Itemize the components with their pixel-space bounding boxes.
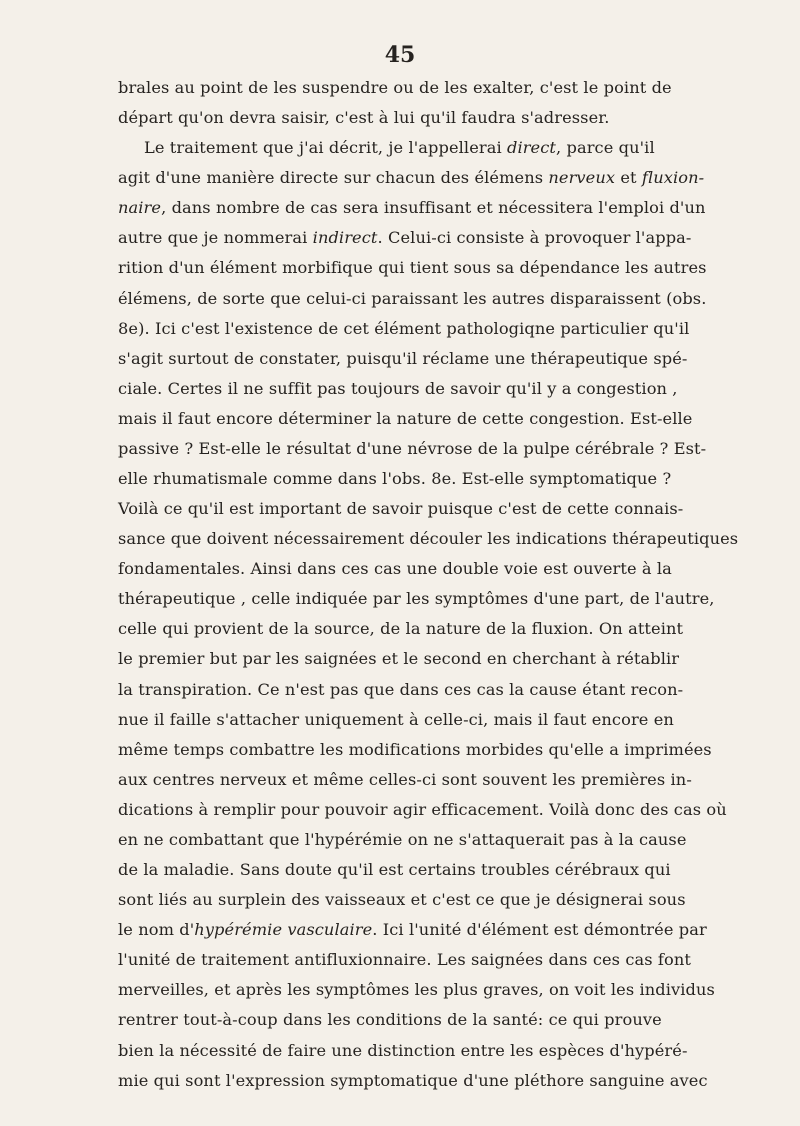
- text-segment: le nom d': [118, 920, 195, 940]
- text-segment: Le traitement que j'ai décrit, je l'appellerai: [144, 138, 507, 158]
- text-line: [118, 374, 678, 404]
- italic-segment: fluxion-: [641, 168, 705, 188]
- text-segment: dications à remplir pour pouvoir agir efficacement. Voilà donc des cas où: [118, 799, 727, 819]
- text-segment: rentrer tout-à-coup dans les conditions de la santé: ce qui prouve: [118, 1010, 662, 1030]
- text-segment: même temps combattre les modifications morbides qu'elle a imprimées: [118, 739, 712, 759]
- text-line: [118, 434, 707, 464]
- text-segment: ciale. Certes il ne suffit pas toujours de savoir qu'il y a congestion ,: [118, 378, 678, 398]
- italic-segment: indirect: [312, 228, 378, 248]
- text-line: [118, 223, 692, 253]
- text-segment: Voilà ce qu'il est important de savoir puisque c'est de cette connais-: [118, 499, 684, 519]
- text-line: [118, 253, 707, 283]
- text-segment: mie qui sont l'expression symptomatique d'une pléthore sanguine avec: [118, 1070, 708, 1090]
- italic-segment: hypérémie vasculaire: [194, 920, 373, 940]
- text-segment: aux centres nerveux et même celles-ci sont souvent les premières in-: [118, 769, 692, 789]
- text-segment: celle qui provient de la source, de la nature de la fluxion. On atteint: [118, 619, 684, 639]
- text-line: [118, 584, 715, 614]
- text-line: [118, 314, 690, 344]
- text-segment: . Ici l'unité d'élément est démontrée par: [372, 920, 707, 940]
- text-segment: sance que doivent nécessairement découler les indications thérapeutiques: [118, 529, 739, 549]
- text-line: [118, 735, 712, 765]
- text-line: [118, 464, 672, 494]
- text-line: [118, 644, 680, 674]
- text-segment: le premier but par les saignées et le second en cherchant à rétablir: [118, 649, 680, 669]
- text-segment: merveilles, et après les symptômes les plus graves, on voit les individus: [118, 980, 715, 1000]
- text-segment: et: [615, 168, 642, 188]
- text-segment: bien la nécessité de faire une distinction entre les espèces d'hypéré-: [118, 1040, 688, 1060]
- text-line: [118, 885, 686, 915]
- text-line: [118, 825, 687, 855]
- text-line: [118, 404, 693, 434]
- text-segment: 8e). Ici c'est l'existence de cet élément pathologiqne particulier qu'il: [118, 318, 690, 338]
- text-segment: brales au point de les suspendre ou de les exalter, c'est le point de: [118, 78, 672, 97]
- text-segment: la transpiration. Ce n'est pas que dans ces cas la cause étant recon-: [118, 679, 684, 699]
- text-line: [118, 945, 691, 975]
- text-line: [118, 193, 706, 223]
- text-segment: s'agit surtout de constater, puisqu'il réclame une thérapeutique spé-: [118, 348, 688, 368]
- text-segment: elle rhumatismale comme dans l'obs. 8e. Est-elle symptomatique ?: [118, 469, 672, 489]
- text-line: [118, 675, 684, 705]
- text-segment: en ne combattant que l'hypérémie on ne s'attaquerait pas à la cause: [118, 829, 687, 849]
- text-line: [118, 795, 727, 825]
- text-segment: mais il faut encore déterminer la nature de cette congestion. Est-elle: [118, 408, 693, 428]
- text-segment: départ qu'on devra saisir, c'est à lui qu'il faudra s'adresser.: [118, 108, 610, 128]
- text-line: [118, 344, 688, 374]
- text-line: [118, 1066, 708, 1096]
- page-number: 45: [384, 42, 416, 68]
- text-line: [118, 1036, 688, 1066]
- text-line: [118, 705, 674, 735]
- text-segment: fondamentales. Ainsi dans ces cas une double voie est ouverte à la: [118, 559, 672, 579]
- text-segment: l'unité de traitement antifluxionnaire. Les saignées dans ces cas font: [118, 950, 691, 970]
- text-segment: rition d'un élément morbifique qui tient sous sa dépendance les autres: [118, 258, 707, 278]
- text-segment: de la maladie. Sans doute qu'il est certains troubles cérébraux qui: [118, 860, 671, 880]
- italic-segment: naire: [118, 198, 162, 218]
- text-segment: passive ? Est-elle le résultat d'une névrose de la pulpe cérébrale ? Est-: [118, 438, 707, 458]
- text-line: [118, 284, 707, 314]
- text-line: [118, 765, 692, 795]
- text-line: [118, 975, 715, 1005]
- text-segment: autre que je nommerai: [118, 228, 313, 248]
- text-line: [118, 1005, 662, 1035]
- italic-segment: nerveux: [548, 168, 616, 188]
- text-line: [118, 73, 672, 103]
- text-line: [118, 524, 739, 554]
- text-line: [118, 494, 684, 524]
- text-segment: agit d'une manière directe sur chacun des élémens: [118, 168, 549, 188]
- text-line: [118, 915, 707, 945]
- body-text: [118, 73, 739, 1096]
- text-line: [118, 614, 684, 644]
- text-line: [118, 133, 655, 163]
- text-segment: nue il faille s'attacher uniquement à celle-ci, mais il faut encore en: [118, 709, 674, 729]
- italic-segment: direct: [506, 138, 557, 158]
- text-segment: , dans nombre de cas sera insuffisant et nécessitera l'emploi d'un: [161, 198, 706, 218]
- text-line: [118, 855, 671, 885]
- text-segment: sont liés au surplein des vaisseaux et c'est ce que je désignerai sous: [118, 890, 686, 910]
- text-line: [118, 163, 705, 193]
- text-line: [118, 554, 672, 584]
- text-segment: thérapeutique , celle indiquée par les symptômes d'une part, de l'autre,: [118, 589, 715, 609]
- text-line: [118, 103, 638, 133]
- text-segment: élémens, de sorte que celui-ci paraissant les autres disparaissent (obs.: [118, 288, 707, 308]
- text-segment: . Celui-ci consiste à provoquer l'appa-: [377, 228, 692, 248]
- text-segment: , parce qu'il: [556, 138, 655, 158]
